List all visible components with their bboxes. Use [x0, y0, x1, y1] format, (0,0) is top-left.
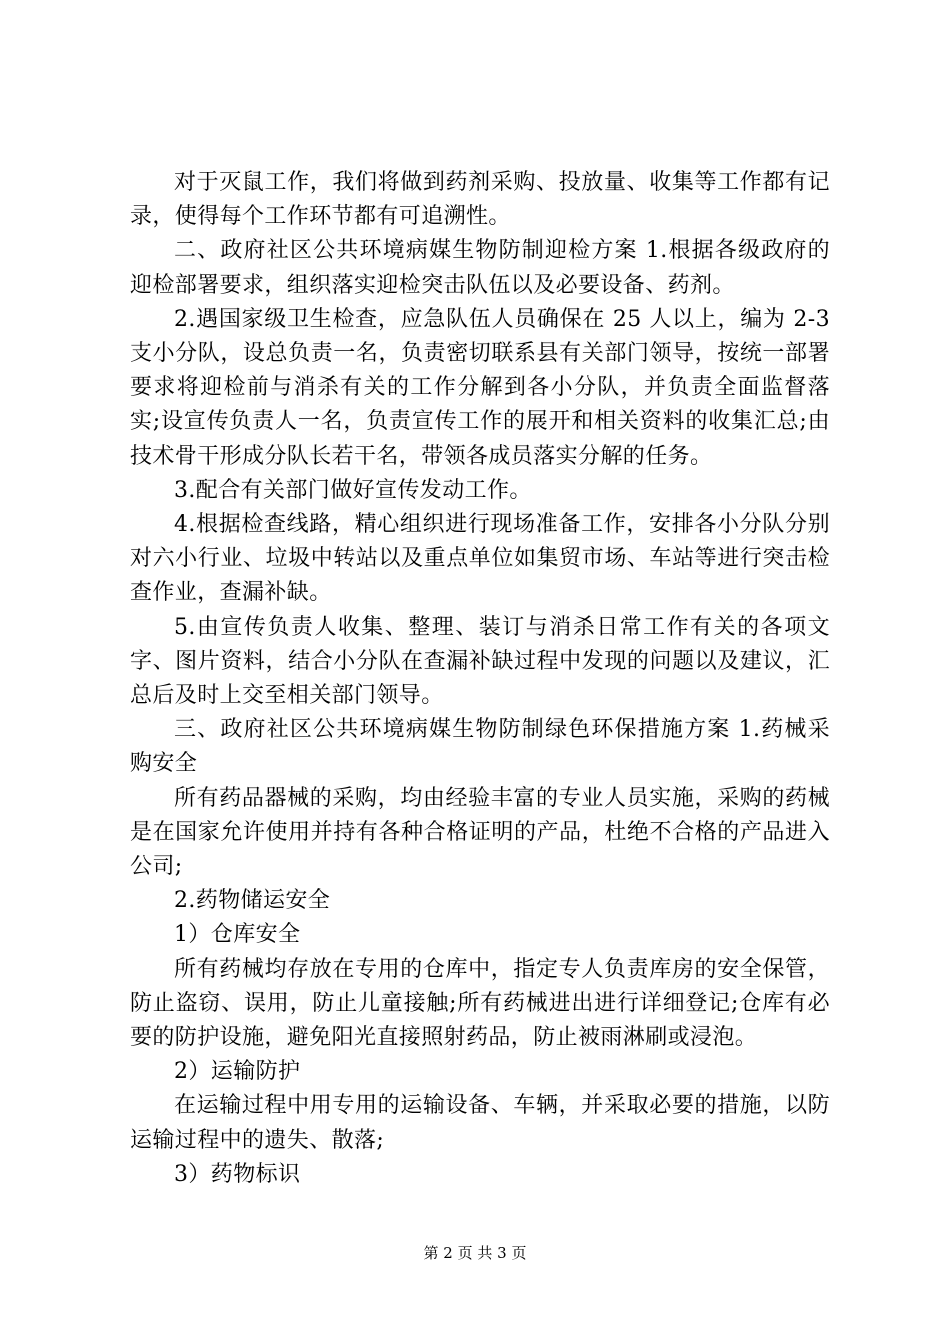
paragraph-transport: 在运输过程中用专用的运输设备、车辆，并采取必要的措施，以防运输过程中的遗失、散落;: [130, 1093, 830, 1153]
paragraph-labeling-heading: 3）药物标识: [174, 1161, 301, 1187]
paragraph-rodent-control: 对于灭鼠工作，我们将做到药剂采购、投放量、收集等工作都有记录，使得每个工作环节都有可追溯性。: [130, 170, 830, 230]
paragraph-item-5: 5.由宣传负责人收集、整理、装订与消杀日常工作有关的各项文字、图片资料，结合小分队在查漏补缺过程中发现的问题以及建议，汇总后及时上交至相关部门领导。: [130, 614, 830, 709]
paragraph-warehouse: 所有药械均存放在专用的仓库中，指定专人负责库房的安全保管，防止盗窃、误用，防止儿童接触;所有药械进出进行详细登记;仓库有必要的防护设施，避免阳光直接照射药品，防止被雨淋刷或浸泡。: [130, 956, 830, 1051]
paragraph-item-2: 2.遇国家级卫生检查，应急队伍人员确保在 25 人以上，编为 2-3 支小分队，设总负责一名，负责密切联系县有关部门领导，按统一部署要求将迎检前与消杀有关的工作分解到各小分队，并负责全面监督落实;设宣传负责人一名，负责宣传工作的展开和相关资料的收集汇总;由技术骨干形成分队长若干名，带领各成员落实分解的任务。: [130, 306, 830, 469]
paragraph-procurement: 所有药品器械的采购，均由经验丰富的专业人员实施，采购的药械是在国家允许使用并持有各种合格证明的产品，杜绝不合格的产品进入公司;: [130, 785, 830, 880]
paragraph-item-3: 3.配合有关部门做好宣传发动工作。: [174, 477, 532, 503]
paragraph-transport-heading: 2）运输防护: [174, 1059, 301, 1085]
paragraph-storage-heading: 2.药物储运安全: [174, 888, 331, 914]
paragraph-section-two-heading: 二、政府社区公共环境病媒生物防制迎检方案 1.根据各级政府的迎检部署要求，组织落实迎检突击队伍以及必要设备、药剂。: [130, 238, 830, 298]
document-body: [130, 166, 830, 1192]
page-footer: 第 2 页 共 3 页: [423, 1244, 527, 1262]
paragraph-item-4: 4.根据检查线路，精心组织进行现场准备工作，安排各小分队分别对六小行业、垃圾中转站以及重点单位如集贸市场、车站等进行突击检查作业，查漏补缺。: [130, 512, 830, 606]
paragraph-warehouse-heading: 1）仓库安全: [174, 922, 301, 948]
paragraph-section-three-heading: 三、政府社区公共环境病媒生物防制绿色环保措施方案 1.药械采购安全: [130, 717, 830, 777]
